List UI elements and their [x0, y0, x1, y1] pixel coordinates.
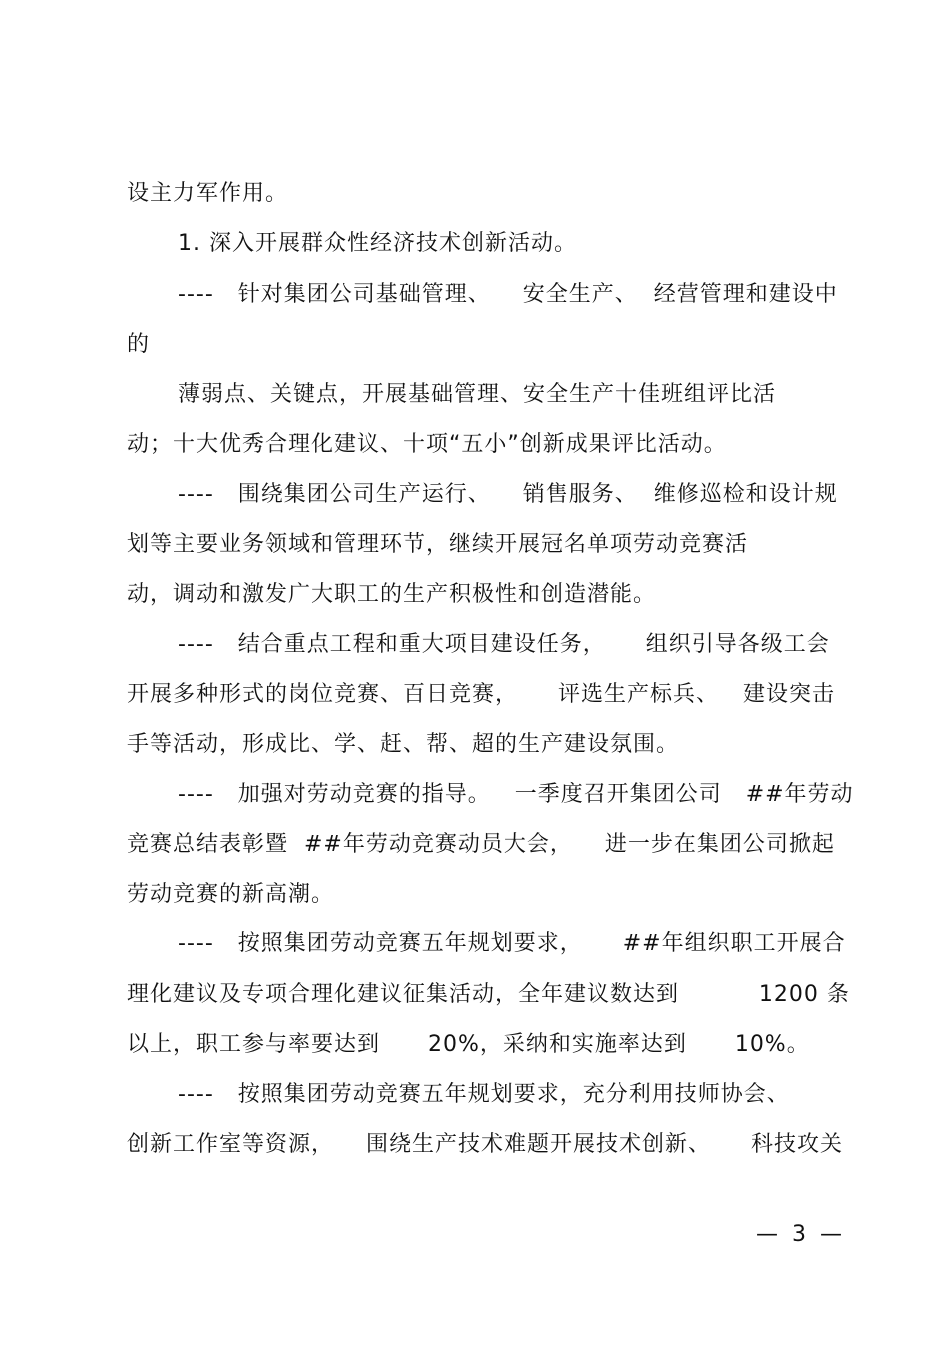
- text-line: ---- 按照集团劳动竞赛五年规划要求，充分利用技师协会、: [178, 1082, 790, 1107]
- text-line: ---- 围绕集团公司生产运行、 销售服务、 维修巡检和设计规: [178, 482, 838, 507]
- text-line: 薄弱点、关键点，开展基础管理、安全生产十佳班组评比活: [178, 382, 777, 407]
- text-line: 创新工作室等资源， 围绕生产技术难题开展技术创新、 科技攻关: [127, 1132, 843, 1157]
- text-line: 开展多种形式的岗位竞赛、百日竞赛， 评选生产标兵、 建设突击: [127, 682, 835, 707]
- text-line: 的: [127, 332, 151, 357]
- text-line: 劳动竞赛的新高潮。: [127, 882, 335, 907]
- text-line: 动；十大优秀合理化建议、十项“五小”创新成果评比活动。: [127, 432, 727, 457]
- text-line: 竞赛总结表彰暨 ##年劳动竞赛动员大会， 进一步在集团公司掀起: [127, 832, 835, 857]
- page-number: — 3 —: [756, 1222, 842, 1247]
- text-line: 设主力军作用。: [127, 181, 289, 206]
- text-line: ---- 加强对劳动竞赛的指导。 一季度召开集团公司 ##年劳动: [178, 782, 854, 807]
- text-line: 划等主要业务领域和管理环节，继续开展冠名单项劳动竞赛活: [127, 532, 749, 557]
- text-line: 手等活动，形成比、学、赶、帮、超的生产建设氛围。: [127, 732, 680, 757]
- text-line: 以上，职工参与率要达到 20%，采纳和实施率达到 10%。: [127, 1032, 810, 1057]
- section-heading: 1. 深入开展群众性经济技术创新活动。: [178, 231, 577, 256]
- text-line: ---- 针对集团公司基础管理、 安全生产、 经营管理和建设中: [178, 282, 838, 307]
- text-line: 动，调动和激发广大职工的生产积极性和创造潜能。: [127, 582, 657, 607]
- text-line: ---- 按照集团劳动竞赛五年规划要求， ##年组织职工开展合: [178, 931, 846, 956]
- text-line: 理化建议及专项合理化建议征集活动，全年建议数达到 1200 条: [127, 982, 850, 1007]
- text-line: ---- 结合重点工程和重大项目建设任务， 组织引导各级工会: [178, 632, 830, 657]
